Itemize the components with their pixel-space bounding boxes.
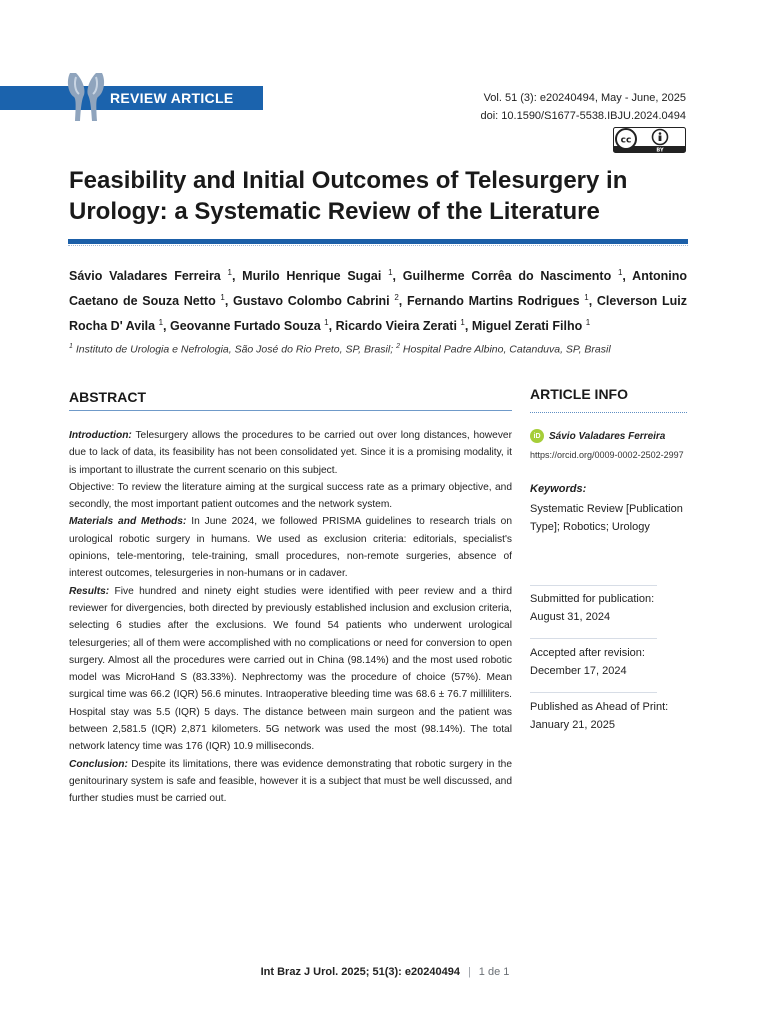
author-name: Murilo Henrique Sugai $^1$: [242, 268, 393, 284]
author-affiliation-num: 1: [227, 268, 232, 277]
author-list: Sávio Valadares Ferreira $^1$, Murilo Henrique Sugai $^1$, Guilherme Corrêa do Nascimento $^1$, Antonino Caetano de Souza Netto $^1$, Gustavo Colombo Cabrini $^2$, Fernando Martins Rodrigues $^1$, Cleverson Luiz Rocha D' Avila $^1$, Geovanne Furtado Souza $^1$, Ricardo Vieira Zerati $^1$, Miguel Zerati Filho $^1$: [69, 268, 688, 334]
abstract-label: Introduction:: [69, 430, 132, 441]
author-name: Geovanne Furtado Souza $^1$: [169, 318, 329, 334]
date-value: August 31, 2024: [530, 611, 611, 623]
doi-link[interactable]: doi: 10.1590/S1677-5538.IBJU.2024.0494: [480, 110, 686, 122]
orcid-icon: iD: [530, 429, 544, 443]
published-date: [530, 698, 690, 734]
author-affiliation-num: 1: [584, 293, 589, 303]
info-divider: [530, 585, 657, 586]
author-name: Sávio Valadares Ferreira $^1$: [69, 268, 232, 284]
author-name: Gustavo Colombo Cabrini $^2$: [233, 293, 399, 309]
abstract-divider: [69, 410, 512, 411]
date-label: Accepted after revision:: [530, 647, 645, 659]
orcid-author[interactable]: [530, 429, 665, 443]
author-affiliation-num: 1: [460, 318, 465, 328]
page-footer: [0, 966, 770, 978]
abstract-heading: ABSTRACT: [69, 389, 146, 405]
author-affiliation-num: 1: [585, 318, 591, 328]
date-label: Published as Ahead of Print:: [530, 701, 669, 713]
date-label: Submitted for publication:: [530, 593, 655, 605]
info-divider: [530, 692, 657, 693]
journal-meta: [481, 89, 687, 125]
abstract-conclusion: [69, 756, 512, 808]
abstract-body: [69, 427, 512, 808]
footer-separator: |: [467, 966, 471, 978]
abstract-text: In June 2024, we followed PRISMA guidelines to research trials on urological robotic surgery in humans. We used as exclusion criteria: editorials, specialist's opinions, tele-mentoring, tele-training, small procedures, non-remote surgeries, absence of interest outcomes, telesurgeries in non-humans or in cadaver.: [69, 516, 512, 580]
article-title: Feasibility and Initial Outcomes of Telesurgery in Urology: a Systematic Review of the Literature: [69, 167, 628, 225]
article-info-divider: [530, 412, 687, 413]
affiliation-1-num: 1: [69, 343, 73, 350]
author-name: Ricardo Vieira Zerati $^1$: [335, 318, 465, 334]
abstract-introduction: [69, 427, 512, 479]
abstract-text: Despite its limitations, there was evidence demonstrating that robotic surgery in the genitourinary system is safe and feasible, however it is a subject that must be well discussed, and further studies must be carried out.: [69, 758, 512, 805]
keywords-list: Systematic Review [Publication Type]; Robotics; Urology: [530, 503, 683, 533]
affiliation-1: Instituto de Urologia e Nefrologia, São José do Rio Preto, SP, Brasil;: [75, 343, 394, 356]
author-name: Fernando Martins Rodrigues $^1$: [406, 293, 589, 309]
affiliation-2-num: 2: [396, 343, 400, 350]
article-info-heading: ARTICLE INFO: [530, 386, 628, 402]
title-divider: [68, 239, 688, 244]
page-number: 1 de 1: [478, 966, 510, 978]
orcid-name: Sávio Valadares Ferreira: [549, 430, 666, 442]
footer-citation: Int Braz J Urol. 2025; 51(3): e20240494: [260, 966, 460, 978]
author-affiliation-num: 1: [388, 268, 393, 277]
affiliation-2: Hospital Padre Albino, Catanduva, SP, Brasil: [402, 343, 611, 356]
keywords-heading: Keywords:: [530, 483, 587, 495]
abstract-label: Conclusion:: [69, 758, 128, 770]
abstract-text: Five hundred and ninety eight studies were identified with peer review and a third reviewer for divergencies, both directed by previously established inclusion and exclusion criteria, selecting 6 studies after the exclusions. We found 54 patients who underwent urological telesurgeries; all of them were accomplished with no complications or need for conversion to open surgery. Almost all the procedures were carried out in China (98.14%) and the most used robotic model was MicroHand S (83.33%). Nephrectomy was the procedure of choice (57%). Mean surgical time was 66.2 (IQR) 56.6 minutes. Intraoperative bleeding time was 68.6 ± 76.7 milliliters. Hospital stay was 5.5 (IQR) 5 days. The distance between main surgeon and the patient was between 2,581.5 (IQR) 2,871 kilometers. 5G network was used the most (98.14%). The total network latency time was 176 (IQR) 10.9 milliseconds.: [69, 585, 512, 753]
kidney-logo-icon: [66, 71, 106, 123]
author-affiliation-num: 1: [617, 268, 623, 277]
author-affiliation-num: 1: [220, 293, 225, 303]
abstract-label: Results:: [69, 585, 110, 597]
author-name: Antonino Caetano de Souza Netto $^1$: [69, 269, 688, 309]
accepted-date: [530, 644, 690, 680]
affiliations: [69, 340, 689, 357]
author-affiliation-num: 1: [158, 318, 164, 328]
author-affiliation-num: 2: [394, 293, 399, 303]
section-label: REVIEW ARTICLE: [110, 90, 234, 106]
info-divider: [530, 638, 657, 639]
abstract-objective: [69, 479, 512, 514]
orcid-link[interactable]: https://orcid.org/0009-0002-2502-2997: [530, 450, 684, 460]
abstract-results: [69, 583, 512, 756]
submitted-date: [530, 590, 690, 626]
author-affiliation-num: 1: [324, 318, 329, 328]
by-text: BY: [656, 147, 664, 153]
author-name: Guilherme Corrêa do Nascimento $^1$: [402, 268, 623, 284]
abstract-text: Objective: To review the literature aiming at the surgical success rate as a primary objective, and secondly, the most important patient outcomes and the network system.: [69, 481, 512, 511]
abstract-text: Telesurgery allows the procedures to be carried out over long distances, however due to lack of data, its feasibility has not been consolidated yet. Since it is a promising modality, it is important to illustrate the current scenario on this subject.: [69, 430, 512, 476]
title-divider-dots: [68, 245, 688, 246]
author-name: Cleverson Luiz Rocha D' Avila $^1$: [69, 294, 688, 334]
cc-text: cc: [620, 135, 632, 146]
volume-line: Vol. 51 (3): e20240494, May - June, 2025: [483, 92, 686, 104]
abstract-methods: [69, 513, 512, 582]
abstract-label: Materials and Methods:: [69, 516, 187, 528]
author-name: Miguel Zerati Filho $^1$: [471, 318, 591, 334]
date-value: December 17, 2024: [530, 665, 627, 677]
date-value: January 21, 2025: [530, 719, 616, 731]
creative-commons-icon[interactable]: [613, 127, 686, 153]
